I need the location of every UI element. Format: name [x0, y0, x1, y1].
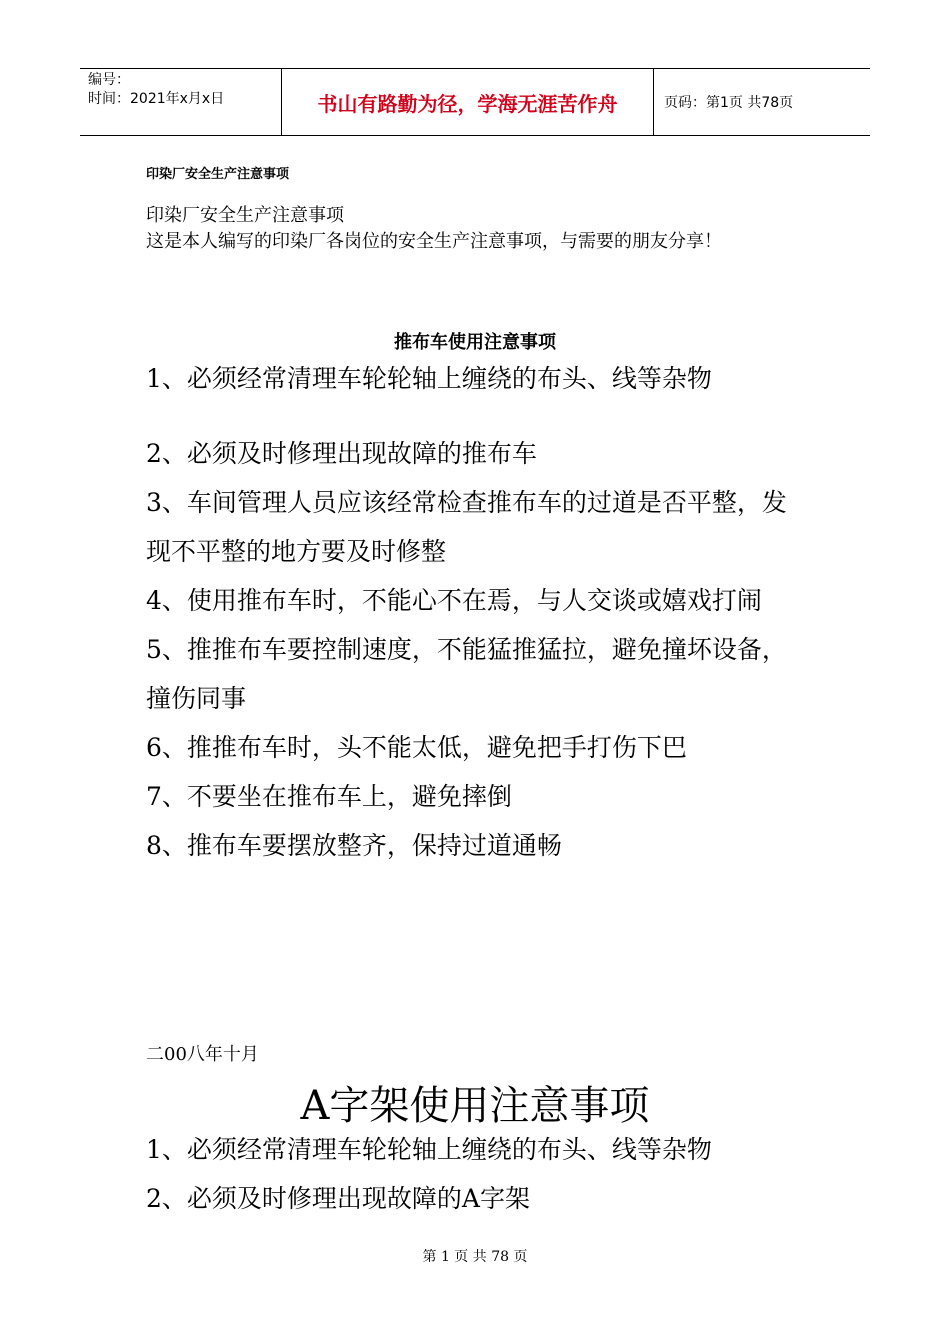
motto: 书山有路勤为径，学海无涯苦作舟	[282, 69, 654, 135]
number-label: 编号：	[88, 72, 130, 88]
intro-title: 印染厂安全生产注意事项	[146, 205, 344, 226]
section1-title: 推布车使用注意事项	[394, 332, 556, 353]
list-item: 2、必须及时修理出现故障的A字架	[146, 1184, 530, 1213]
page-footer: 第 1 页 共 78 页	[422, 1249, 528, 1265]
list-item: 5、推推布车要控制速度，不能猛推猛拉，避免撞坏设备，撞伤同事	[146, 635, 787, 713]
list-item: 3、车间管理人员应该经常检查推布车的过道是否平整，发现不平整的地方要及时修整	[146, 488, 787, 566]
section2-title: A字架使用注意事项	[300, 1083, 650, 1129]
doc-date: 二00八年十月	[146, 1044, 259, 1065]
section1-list	[146, 354, 806, 870]
intro-block	[146, 203, 806, 255]
time-label: 时间：2021年x月x日	[88, 91, 225, 107]
doc-subtitle: 印染厂安全生产注意事项	[146, 167, 290, 182]
list-item: 8、推布车要摆放整齐，保持过道通畅	[146, 831, 562, 860]
page-info: 页码：第1页 共78页	[664, 95, 794, 111]
list-item: 6、推推布车时，头不能太低，避免把手打伤下巴	[146, 733, 687, 762]
list-item: 2、必须及时修理出现故障的推布车	[146, 439, 537, 468]
section2-list	[146, 1125, 806, 1223]
intro-text: 这是本人编写的印染厂各岗位的安全生产注意事项，与需要的朋友分享！	[146, 231, 722, 252]
list-item: 4、使用推布车时，不能心不在焉，与人交谈或嬉戏打闹	[146, 586, 762, 615]
header-table	[80, 68, 870, 136]
list-item: 7、不要坐在推布车上，避免摔倒	[146, 782, 512, 811]
list-item: 1、必须经常清理车轮轮轴上缠绕的布头、线等杂物	[146, 1135, 712, 1164]
header-left-cell	[80, 69, 282, 135]
list-item: 1、必须经常清理车轮轮轴上缠绕的布头、线等杂物	[146, 364, 712, 393]
